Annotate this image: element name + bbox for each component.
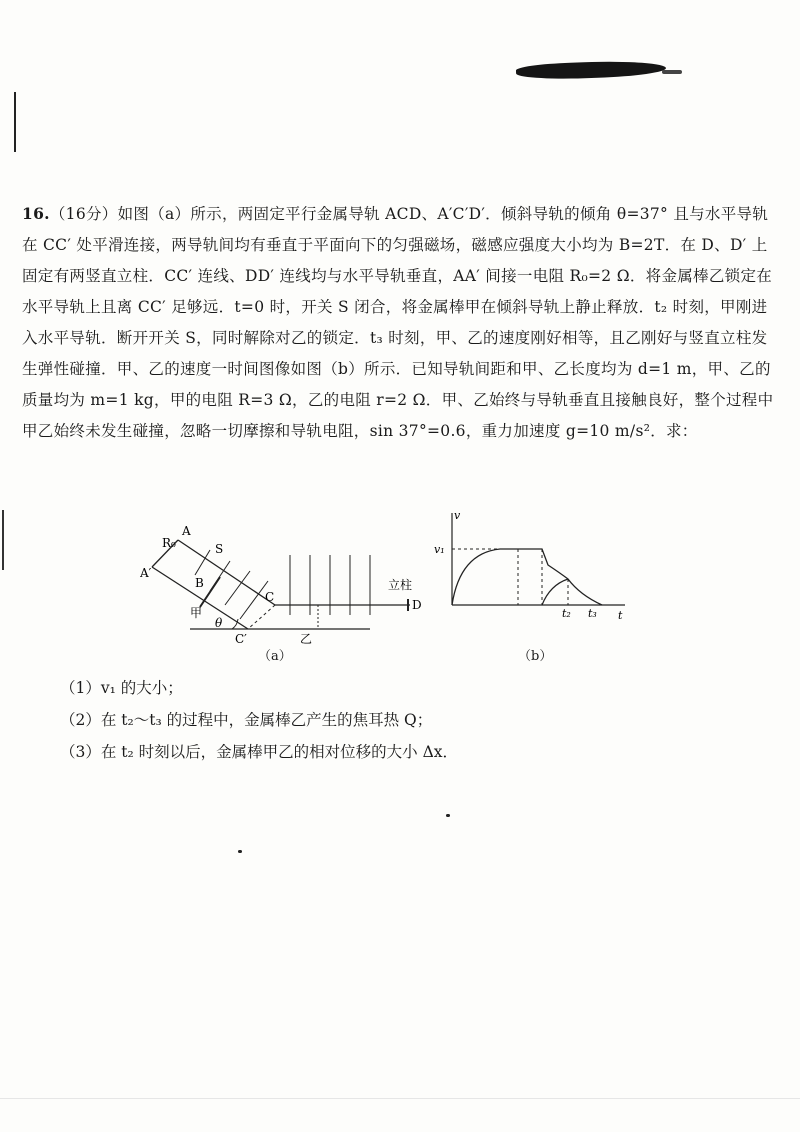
scan-speck xyxy=(238,850,242,853)
scan-edge-line xyxy=(14,92,16,152)
page-edge xyxy=(0,1098,800,1099)
label-r0: R₀ xyxy=(162,536,176,550)
label-a-prime: A′ xyxy=(140,566,152,580)
label-a: A xyxy=(182,524,191,538)
problem-text xyxy=(22,198,782,447)
label-yi: 乙 xyxy=(300,632,313,645)
question-3: （3）在 t₂ 时刻以后，金属棒甲乙的相对位移的大小 Δx． xyxy=(60,743,459,761)
question-list xyxy=(60,672,760,768)
question-2: （2）在 t₂～t₃ 的过程中，金属棒乙产生的焦耳热 Q； xyxy=(60,711,433,729)
figure-a-caption: （a） xyxy=(258,649,292,664)
label-t3: t₃ xyxy=(588,607,597,620)
label-theta: θ xyxy=(215,616,223,630)
scan-edge-line xyxy=(2,510,4,570)
problem-16 xyxy=(22,198,782,447)
figure-b-graph xyxy=(430,505,630,645)
question-1: （1）v₁ 的大小； xyxy=(60,679,183,697)
figure-b-caption: （b） xyxy=(518,649,553,664)
label-c: C xyxy=(265,590,275,604)
scan-ink-blot xyxy=(516,59,666,80)
scan-speck xyxy=(446,814,450,817)
problem-number: 16. xyxy=(22,204,50,223)
label-c-prime: C′ xyxy=(235,632,247,645)
label-s: S xyxy=(215,542,224,556)
label-jia: 甲 xyxy=(190,606,203,620)
label-v: v xyxy=(454,509,461,522)
problem-body: （16分）如图（a）所示，两固定平行金属导轨 ACD、A′C′D′．倾斜导轨的倾角 θ=37° 且与水平导轨在 CC′ 处平滑连接，两导轨间均有垂直于平面向下的匀强磁场，磁感应强度大小均为 B=2T．在 D、D′ 上固定有两竖直立柱．CC′ 连线、DD′ 连线均与水平导轨垂直，AA′ 间接一电阻 R₀=2 Ω．将金属棒乙锁定在水平导轨上且离 CC′ 足够远．t=0 时，开关 S 闭合，将金属棒甲在倾斜导轨上静止释放．t₂ 时刻，甲刚进入水平导轨．断开开关 S，同时解除对乙的锁定．t₃ 时刻，甲、乙的速度刚好相等，且乙刚好与竖直立柱发生弹性碰撞．甲、乙的速度一时间图像如图（b）所示．已知导轨间距和甲、乙长度均为 d=1 m，甲、乙的质量均为 m=1 kg，甲的电阻 R=3 Ω，乙的电阻 r=2 Ω．甲、乙始终与导轨垂直且接触良好，整个过程中甲乙始终未发生碰撞，忽略一切摩擦和导轨电阻，sin 37°=0.6，重力加速度 g=10 m/s²．求： xyxy=(22,205,774,440)
figure-a-diagram xyxy=(140,505,430,645)
figures xyxy=(140,505,660,675)
label-t: t xyxy=(618,609,623,622)
label-v1: v₁ xyxy=(434,543,445,556)
label-pillar: 立柱 xyxy=(388,578,413,592)
label-t2: t₂ xyxy=(562,607,571,620)
label-b: B xyxy=(195,576,204,590)
scan-ink-mark xyxy=(662,70,682,74)
label-d: D xyxy=(412,598,422,612)
